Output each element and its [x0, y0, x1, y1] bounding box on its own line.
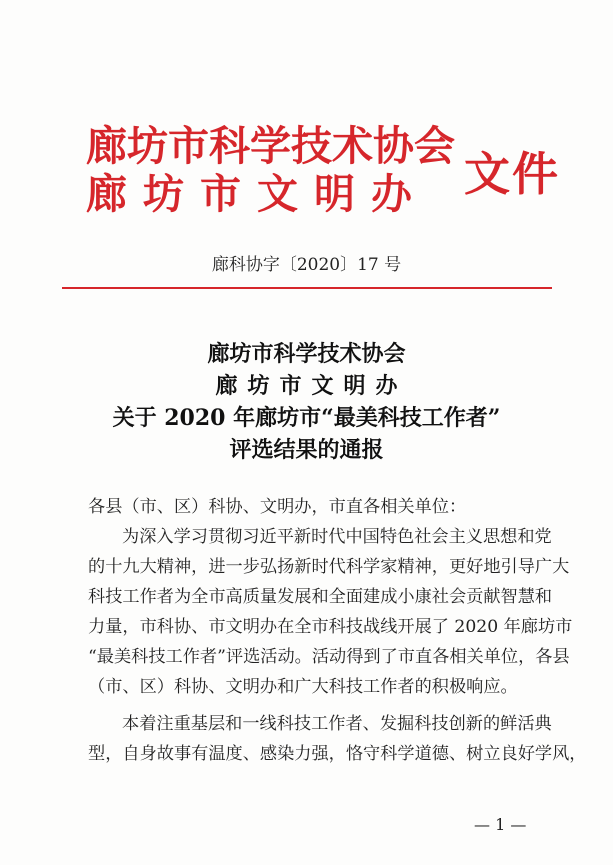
header-org-2: 廊坊市文明办 [86, 170, 428, 218]
document-title [0, 338, 613, 466]
paragraph-1-line: 为深入学习贯彻习近平新时代中国特色社会主义思想和党 [122, 527, 552, 547]
paragraph-2-line: 型，自身故事有温度、感染力强，恪守科学道德、树立良好学风， [88, 744, 587, 764]
issuing-organizations [86, 122, 455, 218]
document-body [88, 492, 587, 769]
document-number: 廊科协字〔2020〕17 号 [211, 255, 402, 275]
header-org-1: 廊坊市科学技术协会 [86, 122, 455, 170]
paragraph-1-line: （市、区）科协、文明办和广大科技工作者的积极响应。 [88, 677, 518, 697]
header-document-suffix: 文件 [464, 147, 560, 201]
title-line-3: 关于 2020 年廊坊市“最美科技工作者” [112, 405, 501, 431]
paragraph-1-line: 的十九大精神，进一步弘扬新时代科学家精神，更好地引导广大 [88, 557, 570, 577]
paragraph-1-line: “最美科技工作者”评选活动。活动得到了市直各相关单位，各县 [88, 647, 570, 667]
salutation: 各县（市、区）科协、文明办，市直各相关单位： [88, 497, 467, 517]
title-line-2: 廊坊市文明办 [215, 373, 408, 399]
red-divider-line [62, 287, 552, 289]
page-number: — 1 — [474, 815, 527, 834]
paragraph-1-line: 科技工作者为全市高质量发展和全面建成小康社会贡献智慧和 [88, 587, 553, 607]
paragraph-1-line: 力量，市科协、市文明办在全市科技战线开展了 2020 年廊坊市 [88, 617, 573, 637]
title-line-4: 评选结果的通报 [229, 437, 384, 463]
paragraph-2-line: 本着注重基层和一线科技工作者、发掘科技创新的鲜活典 [122, 714, 552, 734]
title-line-1: 廊坊市科学技术协会 [207, 341, 406, 367]
